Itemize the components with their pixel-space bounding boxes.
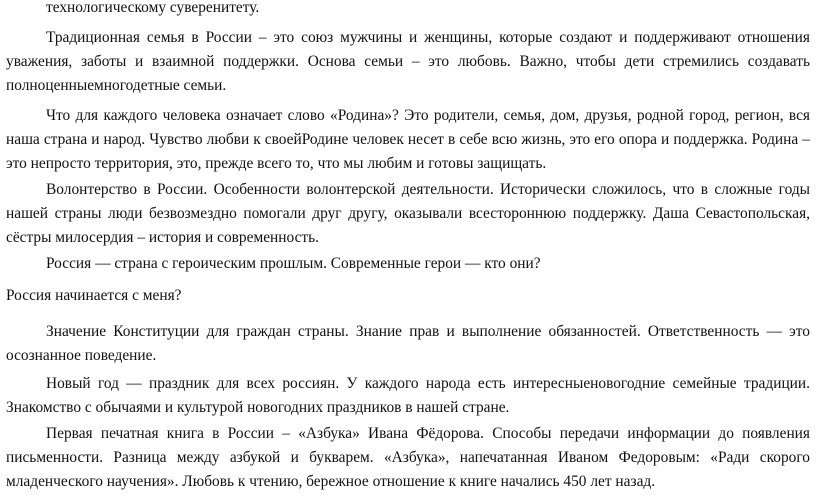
paragraph-volunteering: Волонтерство в России. Особенности волонтерской деятельности. Исторически сложилось, что в сложные годы нашей страны люди безвозмездно помогали друг другу, оказывали всестороннюю поддержку. Даша Севастопольская, сёстры милосердия – история и современность. xyxy=(6,181,810,247)
paragraph-first-printed-book: Первая печатная книга в России – «Азбука» Ивана Фёдорова. Способы передачи информации до появления письменности. Разница между азбукой и букварем. «Азбука», напечатанная Иваном Федоровым: «Ради скорого младенческого научения». Любовь к чтению, бережное отношение к книге начались 450 лет назад. xyxy=(6,425,810,491)
paragraph-constitution: Значение Конституции для граждан страны. Знание прав и выполнение обязанностей. Ответственность — это осознанное поведение. xyxy=(6,323,810,365)
paragraph-traditional-family: Традиционная семья в России – это союз мужчины и женщины, которые создают и поддерживают отношения уважения, заботы и взаимной поддержки. Основа семьи – это любовь. Важно, чтобы дети стремились создавать полноценныемногодетные семьи. xyxy=(6,29,810,95)
paragraph-motherland: Что для каждого человека означает слово «Родина»? Это родители, семья, дом, друзья, родной город, регион, вся наша страна и народ. Чувство любви к своейРодине человек несет в себе всю жизнь, это его опора и поддержка. Родина – это непросто территория, это, прежде всего то, что мы любим и готовы защищать. xyxy=(6,107,810,173)
paragraph-heroes: Россия — страна с героическим прошлым. Современные герои — кто они? xyxy=(46,255,541,272)
paragraph-intro: технологическому суверенитету. xyxy=(46,0,260,16)
paragraph-russia-starts-with-me: Россия начинается с меня? xyxy=(6,287,182,304)
paragraph-new-year: Новый год — праздник для всех россиян. У каждого народа есть интересныеновогодние семейные традиции. Знакомство с обычаями и культурой новогодних праздников в нашей стране. xyxy=(6,375,810,417)
